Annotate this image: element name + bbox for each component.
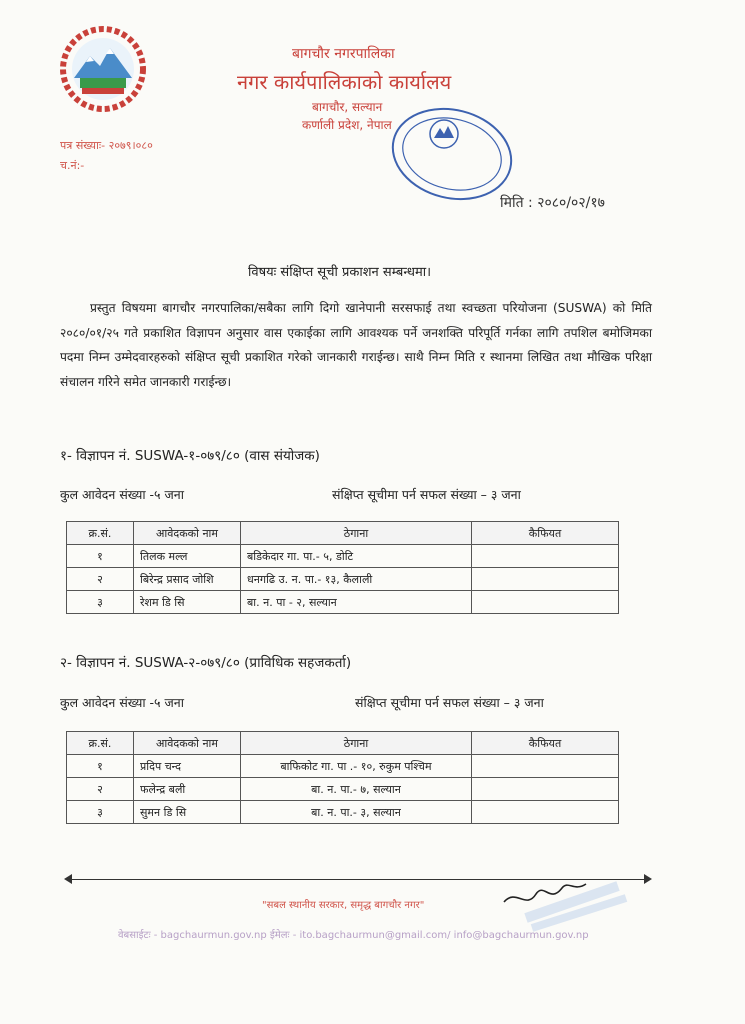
cell-address: बाफिकोट गा. पा .- १०, रुकुम पश्चिम xyxy=(241,755,472,778)
dispatch-number: च.नं:- xyxy=(60,159,85,172)
col-remarks: कैफियत xyxy=(472,732,619,755)
cell-name: प्रदिप चन्द xyxy=(134,755,241,778)
table-row xyxy=(67,801,619,824)
table-row xyxy=(67,755,619,778)
cell-serial: २ xyxy=(67,778,134,801)
section1-total-applicants: कुल आवेदन संख्या -५ जना xyxy=(60,487,184,502)
cell-name: सुमन डि सि xyxy=(134,801,241,824)
signature-stamp-icon xyxy=(496,858,636,932)
col-address: ठेगाना xyxy=(241,732,472,755)
office-address: बागचौर, सल्यान xyxy=(312,100,383,114)
col-serial: क्र.सं. xyxy=(67,522,134,545)
table-header-row xyxy=(67,732,619,755)
section1-table xyxy=(66,521,619,614)
col-applicant-name: आवेदकको नाम xyxy=(134,732,241,755)
footer-slogan: "सबल स्थानीय सरकार, समृद्ध बागचौर नगर" xyxy=(262,900,425,911)
province-name: कर्णाली प्रदेश, नेपाल xyxy=(302,118,392,132)
cell-address: बा. न. पा.- ३, सल्यान xyxy=(241,801,472,824)
col-serial: क्र.सं. xyxy=(67,732,134,755)
letter-subject: विषयः संक्षिप्त सूची प्रकाशन सम्बन्धमा। xyxy=(248,265,432,280)
cell-name: फलेन्द्र बली xyxy=(134,778,241,801)
office-stamp-icon xyxy=(388,104,516,204)
cell-address: बा. न. पा.- ७, सल्यान xyxy=(241,778,472,801)
cell-serial: १ xyxy=(67,755,134,778)
cell-serial: ३ xyxy=(67,591,134,614)
cell-address: धनगढि उ. न. पा.- १३, कैलाली xyxy=(241,568,472,591)
table-row xyxy=(67,591,619,614)
letter-date: मिति : २०८०/०२/१७ xyxy=(500,195,605,211)
letter-body: प्रस्तुत विषयमा बागचौर नगरपालिका/सबैका लागि दिगो खानेपानी सरसफाई तथा स्वच्छता परियोजना (SUSWA) को मिति २०८०/०१/२५ गते प्रकाशित विज्ञापन अनुसार वास एकाईका लागि आवश्यक पर्ने जनशक्ति परिपूर्ति गर्नका लागि तपशिल बमोजिमका पदमा निम्न उम्मेदवारहरुको संक्षिप्त सूची प्रकाशित गरेको जानकारी गराईन्छ। साथै निम्न मिति र स्थानमा लिखित तथा मौखिक परिक्षा संचालन गरिने समेत जानकारी गराईन्छ। xyxy=(60,301,652,389)
cell-serial: ३ xyxy=(67,801,134,824)
table-row xyxy=(67,778,619,801)
nepal-emblem-icon xyxy=(52,26,154,112)
municipality-name: बागचौर नगरपालिका xyxy=(292,46,395,62)
arrow-right-icon xyxy=(644,874,652,884)
section2-total-applicants: कुल आवेदन संख्या -५ जना xyxy=(60,695,184,710)
cell-remarks xyxy=(472,545,619,568)
cell-remarks xyxy=(472,591,619,614)
col-applicant-name: आवेदकको नाम xyxy=(134,522,241,545)
section2-table xyxy=(66,731,619,824)
section2-title: २- विज्ञापन नं. SUSWA-२-०७९/८० (प्राविधिक सहजकर्ता) xyxy=(60,655,352,671)
letter-number: पत्र संख्याः- २०७९।०८० xyxy=(60,139,153,152)
cell-remarks xyxy=(472,778,619,801)
office-name: नगर कार्यपालिकाको कार्यालय xyxy=(237,70,452,94)
cell-name: तिलक मल्ल xyxy=(134,545,241,568)
cell-name: बिरेन्द्र प्रसाद जोशि xyxy=(134,568,241,591)
cell-address: बडिकेदार गा. पा.- ५, डोटि xyxy=(241,545,472,568)
table-row xyxy=(67,568,619,591)
table-header-row xyxy=(67,522,619,545)
cell-remarks xyxy=(472,568,619,591)
cell-serial: १ xyxy=(67,545,134,568)
cell-address: बा. न. पा - २, सल्यान xyxy=(241,591,472,614)
col-remarks: कैफियत xyxy=(472,522,619,545)
section1-title: १- विज्ञापन नं. SUSWA-१-०७९/८० (वास संयोजक) xyxy=(60,448,320,464)
section1-shortlisted-count: संक्षिप्त सूचीमा पर्न सफल संख्या – ३ जना xyxy=(332,487,521,502)
cell-serial: २ xyxy=(67,568,134,591)
cell-name: रेशम डि सि xyxy=(134,591,241,614)
section2-shortlisted-count: संक्षिप्त सूचीमा पर्न सफल संख्या – ३ जना xyxy=(355,695,544,710)
cell-remarks xyxy=(472,755,619,778)
cell-remarks xyxy=(472,801,619,824)
col-address: ठेगाना xyxy=(241,522,472,545)
footer-contact: वेबसाईटः - bagchaurmun.gov.np ईमेलः - ito.bagchaurmun@gmail.com/ info@bagchaurmun.gov.np xyxy=(118,930,589,941)
table-row xyxy=(67,545,619,568)
